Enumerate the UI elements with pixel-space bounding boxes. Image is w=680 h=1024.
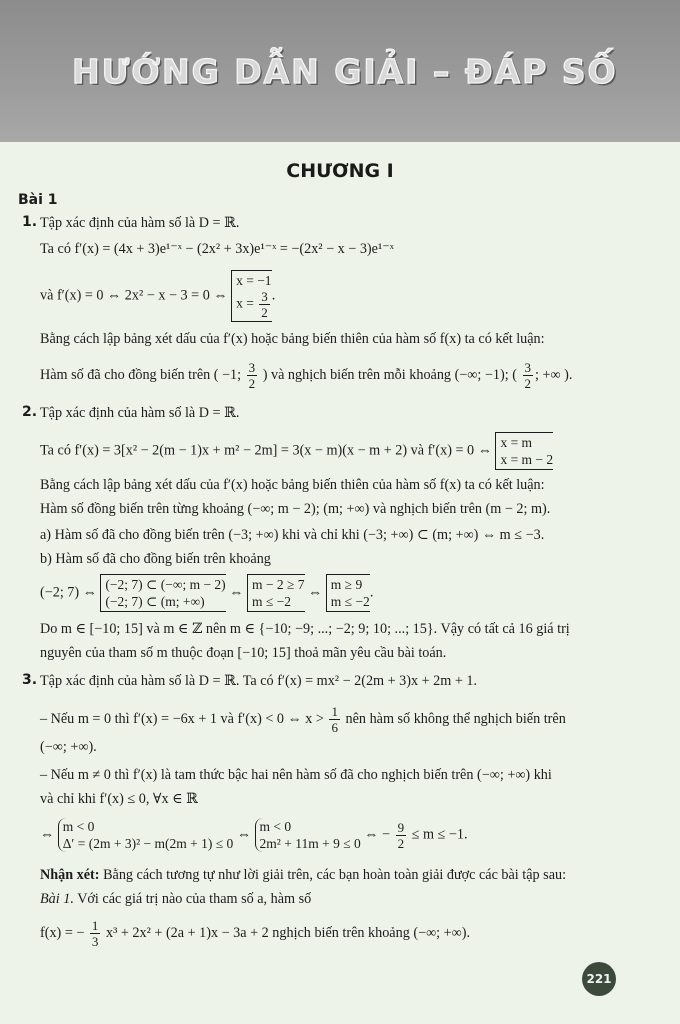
item-number-3: 3. <box>22 672 38 688</box>
denominator: 2 <box>248 376 256 391</box>
text-fragment: ≤ m ≤ −1. <box>411 826 468 843</box>
equation-line <box>40 918 470 949</box>
fraction <box>329 704 340 735</box>
text-line <box>40 890 311 908</box>
numerator: 9 <box>397 819 405 835</box>
system-brace <box>58 818 234 852</box>
text-line: Ta có f′(x) = (4x + 3)e¹⁻ˣ − (2x² + 3x)e¹⁻ˣ = −(2x² − x − 3)e¹⁻ˣ <box>40 241 394 257</box>
numerator: 1 <box>91 918 99 933</box>
item-number-1: 1. <box>22 214 38 230</box>
remark-label: Nhận xét: <box>40 867 100 883</box>
fraction <box>90 918 101 949</box>
equation-line: ⇔ m < 0 Δ′ = (2m + 3)² − m(2m + 1) ≤ 0 ⇔ m < 0 2m² + 11m + 9 ≤ 0 ⇔ − $\frac{9}{2}$ ≤ m ≤ −1. <box>40 819 468 851</box>
denominator: 6 <box>331 720 338 735</box>
text-fragment: – Nếu m = 0 thì f′(x) = −6x + 1 và f′(x) < 0 ⇔ x > <box>40 710 324 727</box>
equation-line: và f′(x) = 0 ⇔ 2x² − x − 3 = 0 ⇔ x = −1 x = $\frac{3}{2}$ . <box>40 270 275 322</box>
text-line <box>40 866 566 884</box>
solution-bracket <box>495 432 553 470</box>
text-line: – Nếu m ≠ 0 thì f′(x) là tam thức bậc hai nên hàm số đã cho nghịch biến trên (−∞; +∞) khi <box>40 767 552 783</box>
text-fragment: m < 0 <box>259 819 292 834</box>
equation-line <box>40 432 553 470</box>
solution-bracket <box>100 574 225 612</box>
text-fragment: Δ′ = (2m + 3)² − m(2m + 1) ≤ 0 <box>62 836 234 851</box>
system-brace <box>255 818 361 852</box>
equation-line: Hàm số đã cho đồng biến trên ( −1; $\frac{3}{2}$ ) và nghịch biến trên mỗi khoảng (−∞; −1); ( $\frac{3}{2}$ ; +∞ ). <box>40 360 573 391</box>
text-fragment: m ≤ −2 <box>330 594 370 609</box>
denominator: 2 <box>261 305 268 320</box>
numerator: 3 <box>261 289 268 304</box>
solution-bracket <box>326 574 370 612</box>
text-fragment: x = −1 <box>236 273 272 288</box>
text-fragment: − <box>382 826 391 843</box>
text-fragment: m ≥ 9 <box>330 577 363 592</box>
text-line: và chỉ khi f′(x) ≤ 0, ∀x ∈ ℝ <box>40 791 198 807</box>
equation-line: (−2; 7) ⇔ (−2; 7) ⊂ (−∞; m − 2) (−2; 7) ⊂ (m; +∞) ⇔ m − 2 ≥ 7 m ≤ −2 ⇔ m ≥ 9 m ≤ −2. <box>40 574 373 612</box>
text-line: b) Hàm số đã cho đồng biến trên khoảng <box>40 551 271 567</box>
solution-bracket <box>247 574 305 612</box>
text-fragment: (−2; 7) ⊂ (m; +∞) <box>105 594 205 609</box>
text-fragment: x = m <box>500 435 533 450</box>
fraction <box>259 289 270 320</box>
exercise-label: Bài 1. <box>40 891 74 907</box>
text-fragment: (−2; 7) ⊂ (−∞; m − 2) <box>105 577 226 592</box>
text-fragment: m ≤ −2 <box>251 594 291 609</box>
text-fragment: và nghịch biến trên mỗi khoảng (−∞; −1); <box>270 366 509 383</box>
text-line: Tập xác định của hàm số là D = ℝ. <box>40 215 240 231</box>
text-line: Bằng cách lập bảng xét dấu của f′(x) hoặc bảng biến thiên của hàm số f(x) ta có kết luận: <box>40 477 545 493</box>
text-fragment: Hàm số đã cho đồng biến trên <box>40 366 211 383</box>
denominator: 3 <box>91 934 99 949</box>
text-fragment: Ta có f′(x) = 3[x² − 2(m − 1)x + m² − 2m] = 3(x − m)(x − m + 2) và f′(x) = 0 ⇔ <box>40 442 492 459</box>
text-fragment: Bằng cách tương tự như lời giải trên, các bạn hoàn toàn giải được các bài tập sau: <box>103 867 567 883</box>
text-line: a) Hàm số đã cho đồng biến trên (−3; +∞) khi và chỉ khi (−3; +∞) ⊂ (m; +∞) ⇔ m ≤ −3. <box>40 527 545 543</box>
numerator: 3 <box>248 360 256 375</box>
text-line: (−∞; +∞). <box>40 739 97 755</box>
text-line: Bằng cách lập bảng xét dấu của f′(x) hoặc bảng biến thiên của hàm số f(x) ta có kết luận: <box>40 331 545 347</box>
solution-bracket <box>231 270 272 322</box>
fraction <box>396 820 407 851</box>
text-fragment: nên hàm số không thể nghịch biến trên <box>345 710 566 727</box>
denominator: 2 <box>397 835 405 851</box>
text-fragment: x = m − 2 <box>500 452 554 467</box>
text-fragment: x = <box>236 295 254 311</box>
text-line: Tập xác định của hàm số là D = ℝ. Ta có f′(x) = mx² − 2(2m + 3)x + 2m + 1. <box>40 673 478 689</box>
text-fragment: 2m² + 11m + 9 ≤ 0 <box>259 836 361 851</box>
numerator: 1 <box>331 704 338 719</box>
equation-line <box>40 704 566 735</box>
text-fragment: −1; <box>222 366 242 383</box>
fraction <box>247 360 258 391</box>
header-title: HƯỚNG DẪN GIẢI – ĐÁP SỐ <box>72 52 618 91</box>
text-fragment: Với các giá trị nào của tham số a, hàm số <box>77 891 312 907</box>
section-title: Bài 1 <box>18 192 58 208</box>
text-fragment: ; +∞ <box>535 366 561 383</box>
item-number-2: 2. <box>22 404 38 420</box>
fraction <box>523 360 534 391</box>
text-fragment: m < 0 <box>62 819 95 834</box>
page-number-badge: 221 <box>582 962 616 996</box>
chapter-title: CHƯƠNG I <box>286 160 394 182</box>
text-fragment: và f′(x) = 0 ⇔ 2x² − x − 3 = 0 ⇔ <box>40 287 228 304</box>
numerator: 3 <box>524 360 531 375</box>
text-line: Tập xác định của hàm số là D = ℝ. <box>40 405 240 421</box>
denominator: 2 <box>524 376 531 391</box>
text-fragment: m − 2 ≥ 7 <box>251 577 305 592</box>
text-line: Hàm số đồng biến trên từng khoảng (−∞; m − 2); (m; +∞) và nghịch biến trên (m − 2; m). <box>40 501 551 517</box>
text-fragment: f(x) = − <box>40 924 85 941</box>
text-fragment: (−2; 7) ⇔ <box>40 584 97 601</box>
text-line: nguyên của tham số m thuộc đoạn [−10; 15] thoả mãn yêu cầu bài toán. <box>40 645 447 661</box>
header-banner <box>0 0 680 142</box>
text-fragment: x³ + 2x² + (2a + 1)x − 3a + 2 nghịch biến trên khoảng (−∞; +∞). <box>105 924 471 941</box>
text-line: Do m ∈ [−10; 15] và m ∈ ℤ nên m ∈ {−10; −9; ...; −2; 9; 10; ...; 15}. Vậy có tất cả 16 giá trị <box>40 621 570 637</box>
